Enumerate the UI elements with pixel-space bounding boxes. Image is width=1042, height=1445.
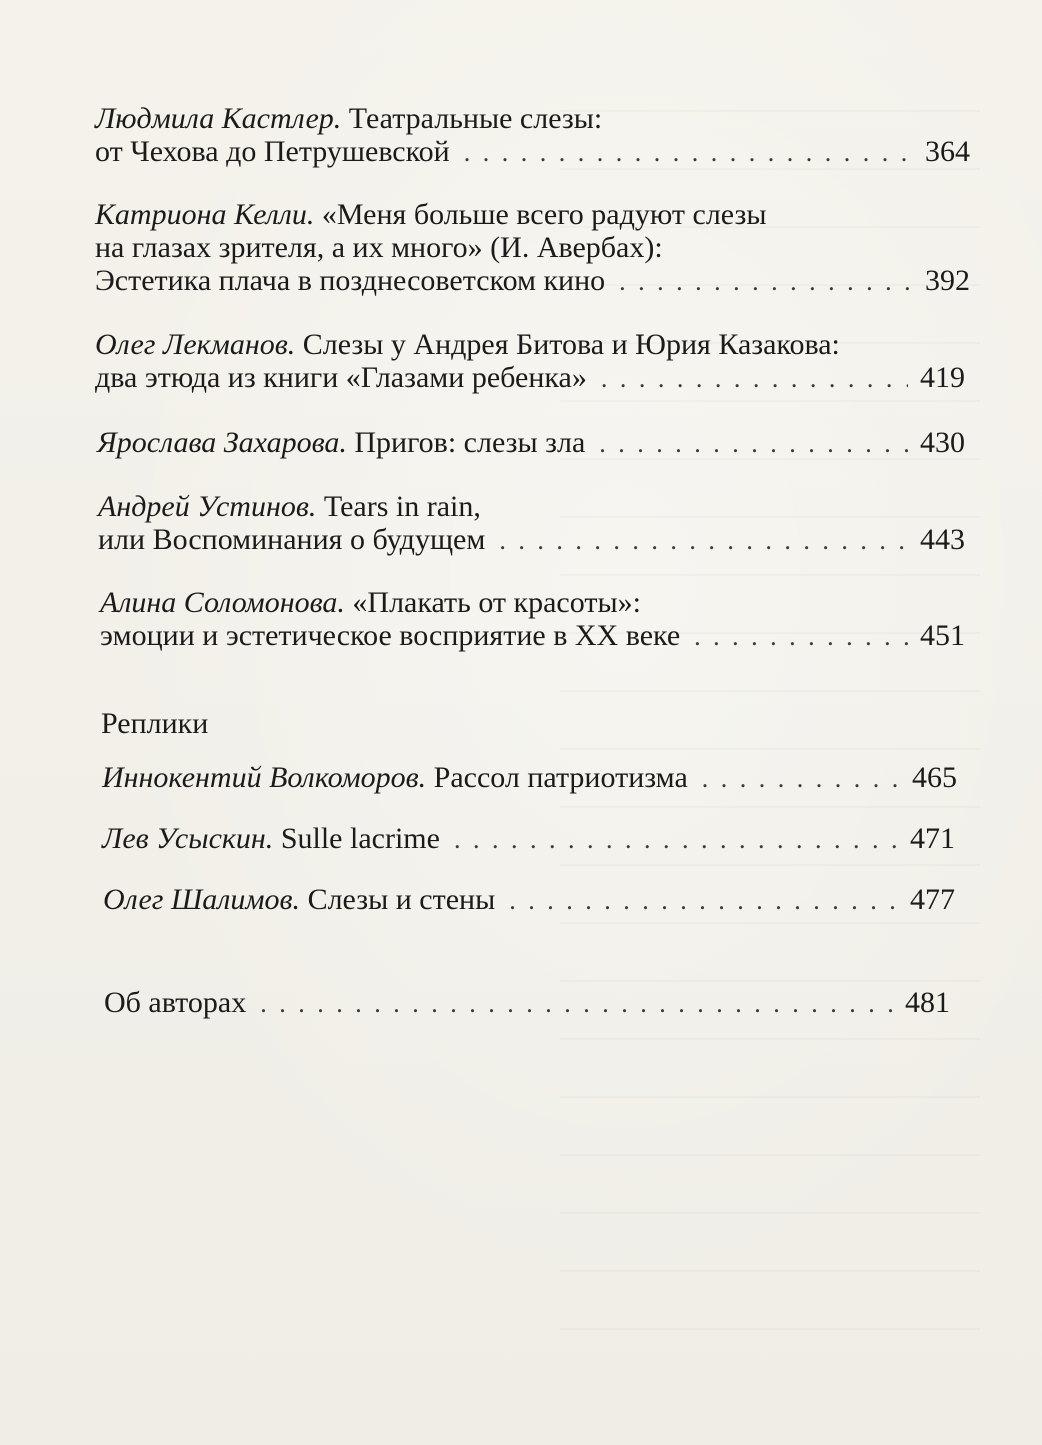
dot-leader	[499, 524, 908, 557]
section-heading	[101, 707, 208, 740]
page-number: 451	[920, 619, 965, 652]
page-number: 481	[905, 986, 950, 1019]
toc-entry	[102, 822, 955, 856]
page-number: 477	[910, 883, 955, 916]
dot-leader	[619, 265, 913, 298]
toc-entry	[98, 490, 965, 557]
toc-entry	[95, 328, 965, 395]
dot-leader	[454, 823, 898, 856]
toc-entry-line	[100, 619, 965, 653]
toc-entry-line	[95, 135, 970, 169]
dot-leader	[694, 620, 908, 653]
page-number: 419	[920, 361, 965, 394]
toc-entry-line	[98, 490, 965, 523]
entry-title: «Меня больше всего радуют слезы	[314, 198, 767, 231]
toc-entry	[100, 586, 965, 653]
toc-entry	[103, 883, 955, 917]
dot-leader	[260, 987, 893, 1020]
toc-entry-line	[95, 102, 970, 135]
entry-title: эмоции и эстетическое восприятие в XX веке	[100, 619, 681, 652]
entry-author: Ярослава Захарова.	[97, 426, 347, 459]
entry-title: Об авторах	[104, 986, 247, 1019]
entry-title: Театральные слезы:	[341, 102, 603, 135]
toc-entry-line	[102, 822, 955, 856]
entry-title: Эстетика плача в позднесоветском кино	[95, 264, 606, 297]
toc-entry-line	[95, 328, 965, 361]
toc-entry	[104, 986, 950, 1020]
entry-title: на глазах зрителя, а их много» (И. Авербах):	[95, 231, 663, 264]
toc-entry	[95, 102, 970, 169]
toc-entry-line	[102, 761, 957, 795]
entry-author: Катриона Келли.	[95, 198, 315, 231]
dot-leader	[464, 136, 913, 169]
dot-leader	[599, 427, 908, 460]
toc-entry-line	[95, 361, 965, 395]
entry-author: Людмила Кастлер.	[95, 102, 342, 135]
toc-entry	[97, 426, 965, 460]
dot-leader	[702, 762, 900, 795]
toc-entry	[102, 761, 957, 795]
entry-title: от Чехова до Петрушевской	[95, 135, 450, 168]
entry-title: Пригов: слезы зла	[346, 426, 586, 459]
page-number: 364	[925, 135, 970, 168]
toc-entry-line	[97, 426, 965, 460]
page-number: 471	[910, 822, 955, 855]
page-number: 430	[920, 426, 965, 459]
entry-title: два этюда из книги «Глазами ребенка»	[95, 361, 587, 394]
entry-title: Tears in rain,	[316, 490, 481, 523]
toc-entry-line	[95, 231, 970, 264]
section-heading-text: Реплики	[101, 707, 209, 740]
entry-title: «Плакать от красоты»:	[344, 586, 641, 619]
page-number: 392	[925, 264, 970, 297]
entry-author: Андрей Устинов.	[98, 490, 317, 523]
entry-title: Слезы у Андрея Битова и Юрия Казакова:	[295, 328, 840, 361]
toc-entry-line	[98, 523, 965, 557]
dot-leader	[601, 362, 908, 395]
toc-entry-line	[100, 586, 965, 619]
entry-title: или Воспоминания о будущем	[98, 523, 486, 556]
toc-entry-line	[95, 264, 970, 298]
entry-author: Олег Лекманов.	[95, 328, 296, 361]
page-number: 443	[920, 523, 965, 556]
page-number: 465	[912, 761, 957, 794]
entry-author: Олег Шалимов.	[103, 883, 301, 916]
toc-entry	[95, 198, 970, 298]
dot-leader	[509, 884, 898, 917]
entry-title: Sulle lacrime	[273, 822, 440, 855]
entry-title: Рассол патриотизма	[426, 761, 688, 794]
toc-entry-line	[104, 986, 950, 1020]
entry-title: Слезы и стены	[300, 883, 496, 916]
entry-author: Иннокентий Волкоморов.	[102, 761, 427, 794]
toc-entry-line	[95, 198, 970, 231]
entry-author: Алина Соломонова.	[100, 586, 345, 619]
toc-entry-line	[103, 883, 955, 917]
entry-author: Лев Усыскин.	[102, 822, 274, 855]
